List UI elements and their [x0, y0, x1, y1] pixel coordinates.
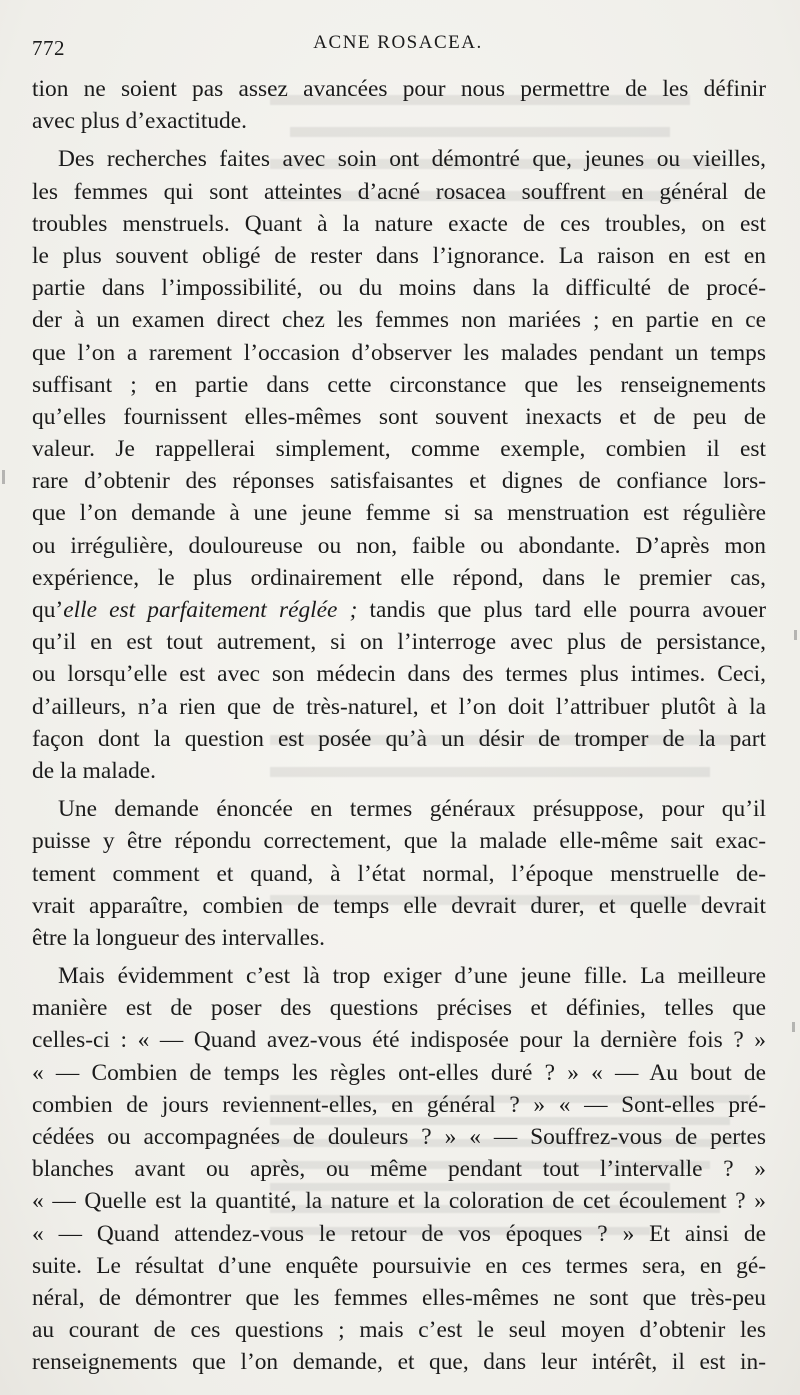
margin-tick	[792, 1022, 795, 1032]
page-number: 772	[32, 36, 65, 60]
text-line: « — Quelle est la quantité, la nature et la coloration de cet écoulement ? »	[32, 1188, 766, 1215]
page-header	[32, 26, 764, 62]
text-line: de la malade.	[32, 757, 157, 784]
margin-tick	[794, 630, 797, 640]
text-line: néral, de démontrer que les femmes elles-mêmes ne sont que très-peu	[32, 1284, 766, 1311]
text-line: rare d’obtenir des réponses satisfaisantes et dignes de confiance lors-	[32, 468, 766, 495]
text-line: que l’on demande à une jeune femme si sa menstruation est régulière	[32, 500, 766, 527]
text-line: Mais évidemment c’est là trop exiger d’une jeune fille. La meilleure	[58, 963, 766, 990]
text-line: « — Combien de temps les règles ont-elles duré ? » « — Au bout de	[32, 1059, 766, 1086]
paragraph-1	[32, 73, 766, 137]
text-line: que l’on a rarement l’occasion d’observer les malades pendant un temps	[32, 339, 766, 366]
text-line: Une demande énoncée en termes généraux présuppose, pour qu’il	[58, 796, 766, 823]
text-line: façon dont la question est posée qu’à un désir de tromper de la part	[32, 725, 766, 752]
text-line: d’ailleurs, n’a rien que de très-naturel, et l’on doit l’attribuer plutôt à la	[32, 693, 766, 720]
text-line: tement comment et quand, à l’état normal, l’époque menstruelle de-	[32, 860, 766, 887]
text-line: manière est de poser des questions précises et définies, telles que	[32, 995, 766, 1022]
body-text	[32, 73, 766, 1379]
paragraph-2	[32, 143, 766, 787]
text-line: être la longueur des intervalles.	[32, 924, 325, 951]
text-line: les femmes qui sont atteintes d’acné rosacea souffrent en général de	[32, 178, 766, 205]
text-line: troubles menstruels. Quant à la nature exacte de ces troubles, on est	[32, 210, 766, 237]
text-line: ou lorsqu’elle est avec son médecin dans des termes plus intimes. Ceci,	[32, 661, 766, 688]
text-line: celles-ci : « — Quand avez-vous été indisposée pour la dernière fois ? »	[32, 1027, 766, 1054]
text-line: qu’il en est tout autrement, si on l’interroge avec plus de persistance,	[32, 629, 766, 656]
text-line: le plus souvent obligé de rester dans l’ignorance. La raison en est en	[32, 242, 766, 269]
text-line: avec plus d’exactitude.	[32, 108, 247, 135]
text-line: valeur. Je rappellerai simplement, comme exemple, combien il est	[32, 436, 766, 463]
text-line: blanches avant ou après, ou même pendant tout l’intervalle ? »	[32, 1156, 766, 1183]
text-line: puisse y être répondu correctement, que la malade elle-même sait exac-	[32, 828, 766, 855]
text-line: expérience, le plus ordinairement elle répond, dans le premier cas,	[32, 564, 766, 591]
running-head: ACNE ROSACEA.	[313, 32, 483, 53]
text-line: renseignements que l’on demande, et que, dans leur intérêt, il est in-	[32, 1349, 766, 1376]
paragraph-4	[32, 960, 766, 1378]
text-line: partie dans l’impossibilité, ou du moins dans la difficulté de procé-	[32, 275, 766, 302]
text-line: combien de jours reviennent-elles, en général ? » « — Sont-elles pré-	[32, 1091, 766, 1118]
text-line: ou irrégulière, douloureuse ou non, faible ou abondante. D’après mon	[32, 532, 766, 559]
text-line: der à un examen direct chez les femmes non mariées ; en partie en ce	[32, 307, 766, 334]
text-line: suffisant ; en partie dans cette circonstance que les renseignements	[32, 371, 766, 398]
text-line: vrait apparaître, combien de temps elle devrait durer, et quelle devrait	[32, 892, 766, 919]
text-line: « — Quand attendez-vous le retour de vos époques ? » Et ainsi de	[32, 1220, 766, 1247]
text-line: cédées ou accompagnées de douleurs ? » « — Souffrez-vous de pertes	[32, 1124, 766, 1150]
text-line-with-italic: qu’elle est parfaitement réglée ; tandis que plus tard elle pourra avouer	[32, 597, 766, 623]
text-line: Des recherches faites avec soin ont démontré que, jeunes ou vieilles,	[58, 146, 766, 173]
text-line: suite. Le résultat d’une enquête poursuivie en ces termes sera, en gé-	[32, 1252, 766, 1279]
margin-tick	[2, 470, 5, 484]
paragraph-3	[32, 793, 766, 954]
text-line: tion ne soient pas assez avancées pour nous permettre de les définir	[32, 76, 766, 102]
text-line: au courant de ces questions ; mais c’est le seul moyen d’obtenir les	[32, 1317, 766, 1344]
italic-phrase: elle est parfaitement réglée ;	[63, 597, 358, 623]
text-line: qu’elles fournissent elles-mêmes sont souvent inexacts et de peu de	[32, 403, 766, 430]
